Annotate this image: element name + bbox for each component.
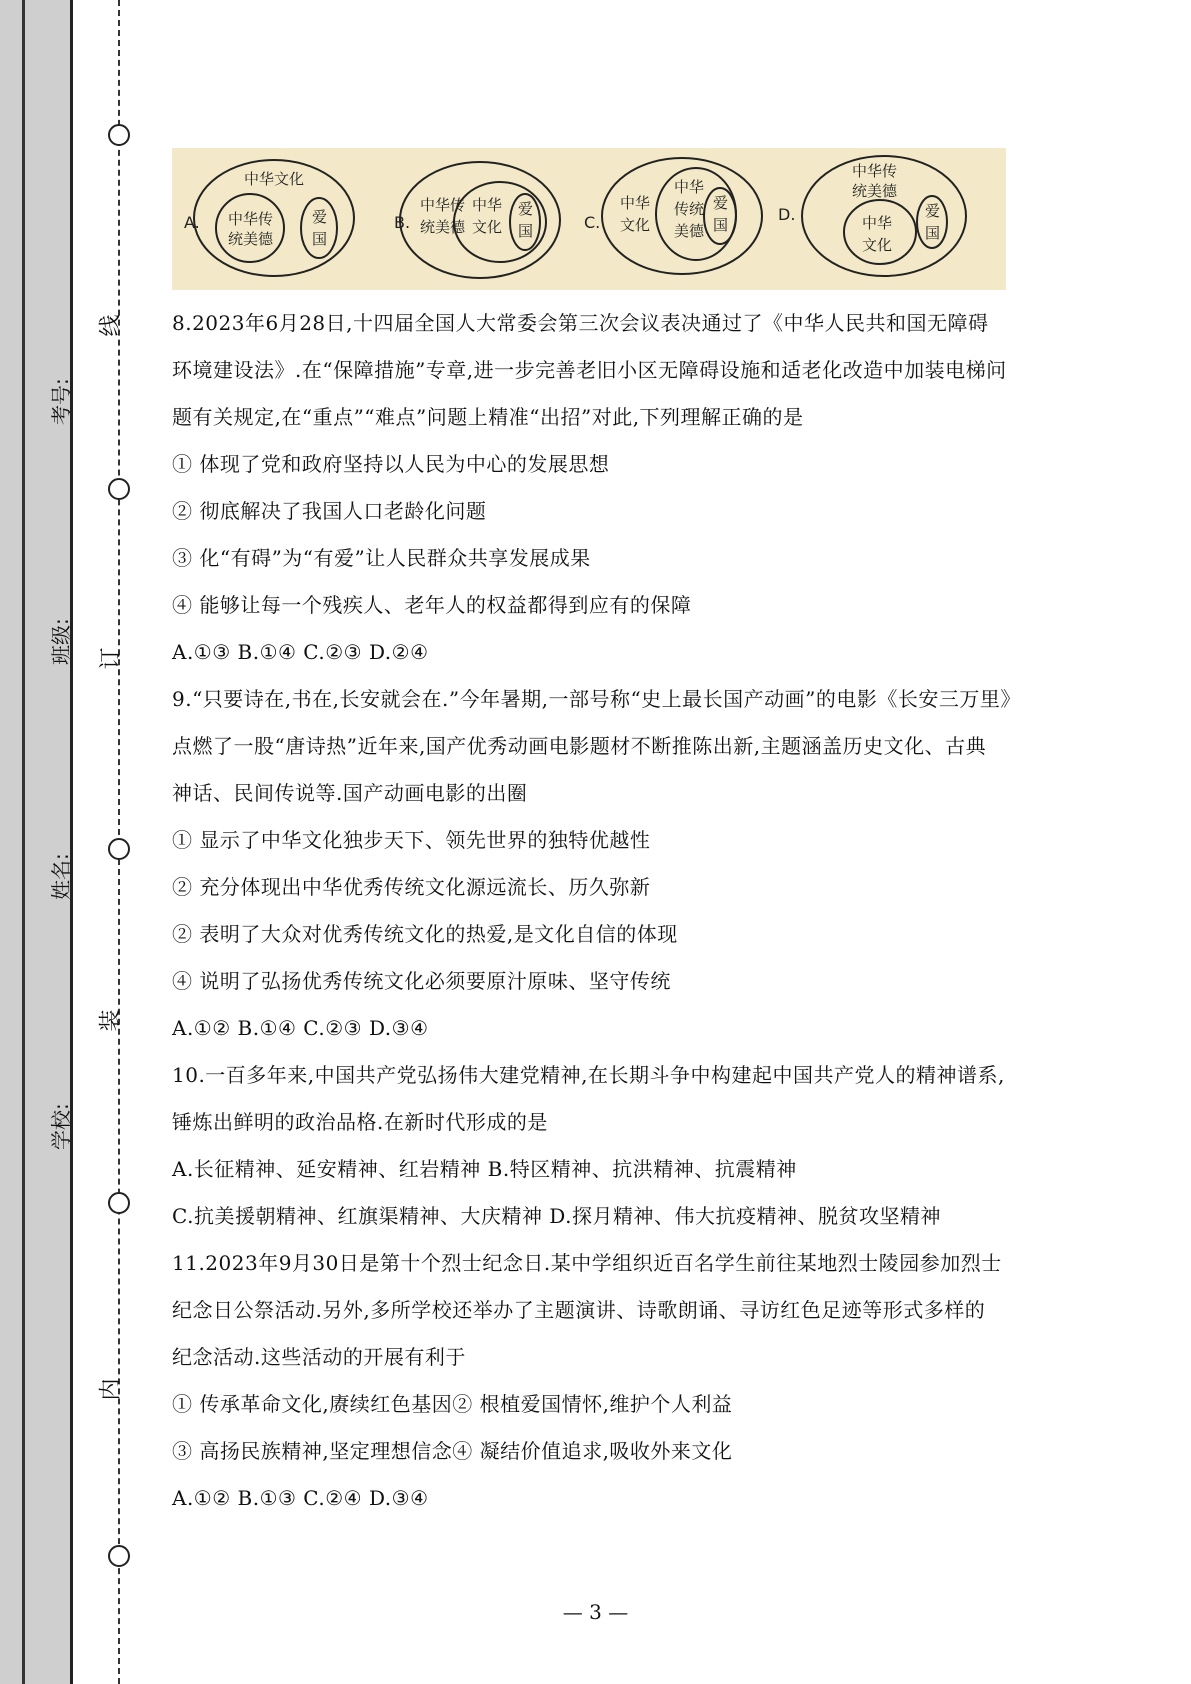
- svg-text:文化: 文化: [472, 218, 503, 236]
- option-c-letter: C.: [584, 213, 601, 232]
- question-10-options-line: C.抗美援朝精神、红旗渠精神、大庆精神 D.探月精神、伟大抗疫精神、脱贫攻坚精神: [172, 1204, 941, 1228]
- name-field[interactable]: 姓名:: [45, 840, 71, 1030]
- fold-char-ding: 订: [98, 647, 124, 670]
- svg-text:中华: 中华: [620, 194, 651, 212]
- question-10-options-line: A.长征精神、延安精神、红岩精神 B.特区精神、抗洪精神、抗震精神: [172, 1157, 797, 1181]
- svg-text:国: 国: [518, 222, 534, 240]
- question-8-item: ③ 化“有碍”为“有爱”让人民群众共享发展成果: [172, 546, 591, 570]
- fold-char-nei: 内: [98, 1378, 124, 1401]
- svg-text:国: 国: [925, 224, 941, 242]
- option-c-diagram: [584, 158, 762, 274]
- option-d-letter: D.: [778, 205, 796, 224]
- question-9-stem-line: 神话、民间传说等.国产动画电影的出圈: [172, 781, 528, 805]
- question-8-stem-line: 环境建设法》.在“保障措施”专章,进一步完善老旧小区无障碍设施和适老化改造中加装电梯问: [172, 358, 1007, 382]
- svg-text:中华文化: 中华文化: [244, 170, 305, 188]
- svg-text:爱: 爱: [518, 200, 534, 218]
- question-11-stem-line: 11.2023年9月30日是第十个烈士纪念日.某中学组织近百名学生前往某地烈士陵园参加烈士: [172, 1251, 1002, 1275]
- question-9-item: ④ 说明了弘扬优秀传统文化必须要原汁原味、坚守传统: [172, 969, 671, 993]
- option-a-letter: A.: [184, 213, 200, 232]
- page-number: — 3 —: [562, 1600, 629, 1624]
- class-field[interactable]: 班级:: [45, 605, 71, 795]
- fold-char-zhuang: 装: [98, 1009, 124, 1032]
- question-11-stem-line: 纪念活动.这些活动的开展有利于: [172, 1345, 466, 1369]
- question-8-options: A.①③ B.①④ C.②③ D.②④: [172, 640, 429, 664]
- question-8-item: ④ 能够让每一个残疾人、老年人的权益都得到应有的保障: [172, 593, 692, 617]
- binding-hole: [108, 124, 130, 146]
- question-10-stem-line: 10.一百多年来,中国共产党弘扬伟大建党精神,在长期斗争中构建起中国共产党人的精神谱系,: [172, 1063, 1005, 1087]
- svg-text:文化: 文化: [620, 216, 651, 234]
- question-9-item: ② 表明了大众对优秀传统文化的热爱,是文化自信的体现: [172, 922, 678, 946]
- binding-line: [22, 0, 25, 1684]
- option-a-diagram: [184, 160, 354, 276]
- question-11-stem-line: 纪念日公祭活动.另外,多所学校还举办了主题演讲、诗歌朗诵、寻访红色足迹等形式多样的: [172, 1298, 986, 1322]
- question-8-item: ① 体现了党和政府坚持以人民为中心的发展思想: [172, 452, 610, 476]
- venn-options-figure: [172, 148, 1006, 290]
- svg-text:统美德: 统美德: [420, 218, 466, 236]
- question-9-item: ① 显示了中华文化独步天下、领先世界的独特优越性: [172, 828, 651, 852]
- svg-text:爱: 爱: [713, 194, 729, 212]
- svg-text:中华传: 中华传: [852, 162, 898, 180]
- svg-text:中华传: 中华传: [420, 196, 466, 214]
- svg-text:国: 国: [312, 230, 328, 248]
- svg-text:文化: 文化: [862, 236, 893, 254]
- svg-text:美德: 美德: [674, 222, 705, 240]
- binding-hole: [108, 1192, 130, 1214]
- question-8-stem-line: 题有关规定,在“重点”“难点”问题上精准“出招”对此,下列理解正确的是: [172, 405, 804, 429]
- binding-hole: [108, 478, 130, 500]
- svg-text:统美德: 统美德: [228, 230, 274, 248]
- question-11-item: ③ 高扬民族精神,坚定理想信念④ 凝结价值追求,吸收外来文化: [172, 1439, 733, 1463]
- svg-text:中华: 中华: [862, 214, 893, 232]
- questions-body: [172, 300, 1022, 1522]
- question-8-stem-line: 8.2023年6月28日,十四届全国人大常委会第三次会议表决通过了《中华人民共和国无障碍: [172, 311, 989, 335]
- svg-text:传统: 传统: [674, 200, 705, 218]
- svg-text:爱: 爱: [925, 202, 941, 220]
- question-9-options: A.①② B.①④ C.②③ D.③④: [172, 1016, 429, 1040]
- question-11-options: A.①② B.①③ C.②④ D.③④: [172, 1486, 429, 1510]
- binding-hole: [108, 1545, 130, 1567]
- exam-number-field[interactable]: 考号:: [45, 365, 71, 555]
- binding-hole: [108, 838, 130, 860]
- question-9-stem-line: 9.“只要诗在,书在,长安就会在.”今年暑期,一部号称“史上最长国产动画”的电影《长安三万里》: [172, 687, 1021, 711]
- question-8-item: ② 彻底解决了我国人口老龄化问题: [172, 499, 487, 523]
- svg-text:中华: 中华: [472, 196, 503, 214]
- option-b-diagram: [394, 162, 560, 278]
- svg-text:中华传: 中华传: [228, 210, 274, 228]
- option-b-letter: B.: [394, 213, 411, 232]
- fold-char-xian: 线: [98, 314, 124, 337]
- school-field[interactable]: 学校:: [45, 1090, 71, 1280]
- question-9-stem-line: 点燃了一股“唐诗热”近年来,国产优秀动画电影题材不断推陈出新,主题涵盖历史文化、古典: [172, 734, 987, 758]
- question-9-item: ② 充分体现出中华优秀传统文化源远流长、历久弥新: [172, 875, 651, 899]
- svg-text:爱: 爱: [312, 208, 328, 226]
- question-11-item: ① 传承革命文化,赓续红色基因② 根植爱国情怀,维护个人利益: [172, 1392, 733, 1416]
- svg-text:中华: 中华: [674, 178, 705, 196]
- option-d-diagram: [778, 156, 966, 276]
- svg-text:国: 国: [713, 216, 729, 234]
- svg-text:统美德: 统美德: [852, 182, 898, 200]
- question-10-stem-line: 锤炼出鲜明的政治品格.在新时代形成的是: [172, 1110, 548, 1134]
